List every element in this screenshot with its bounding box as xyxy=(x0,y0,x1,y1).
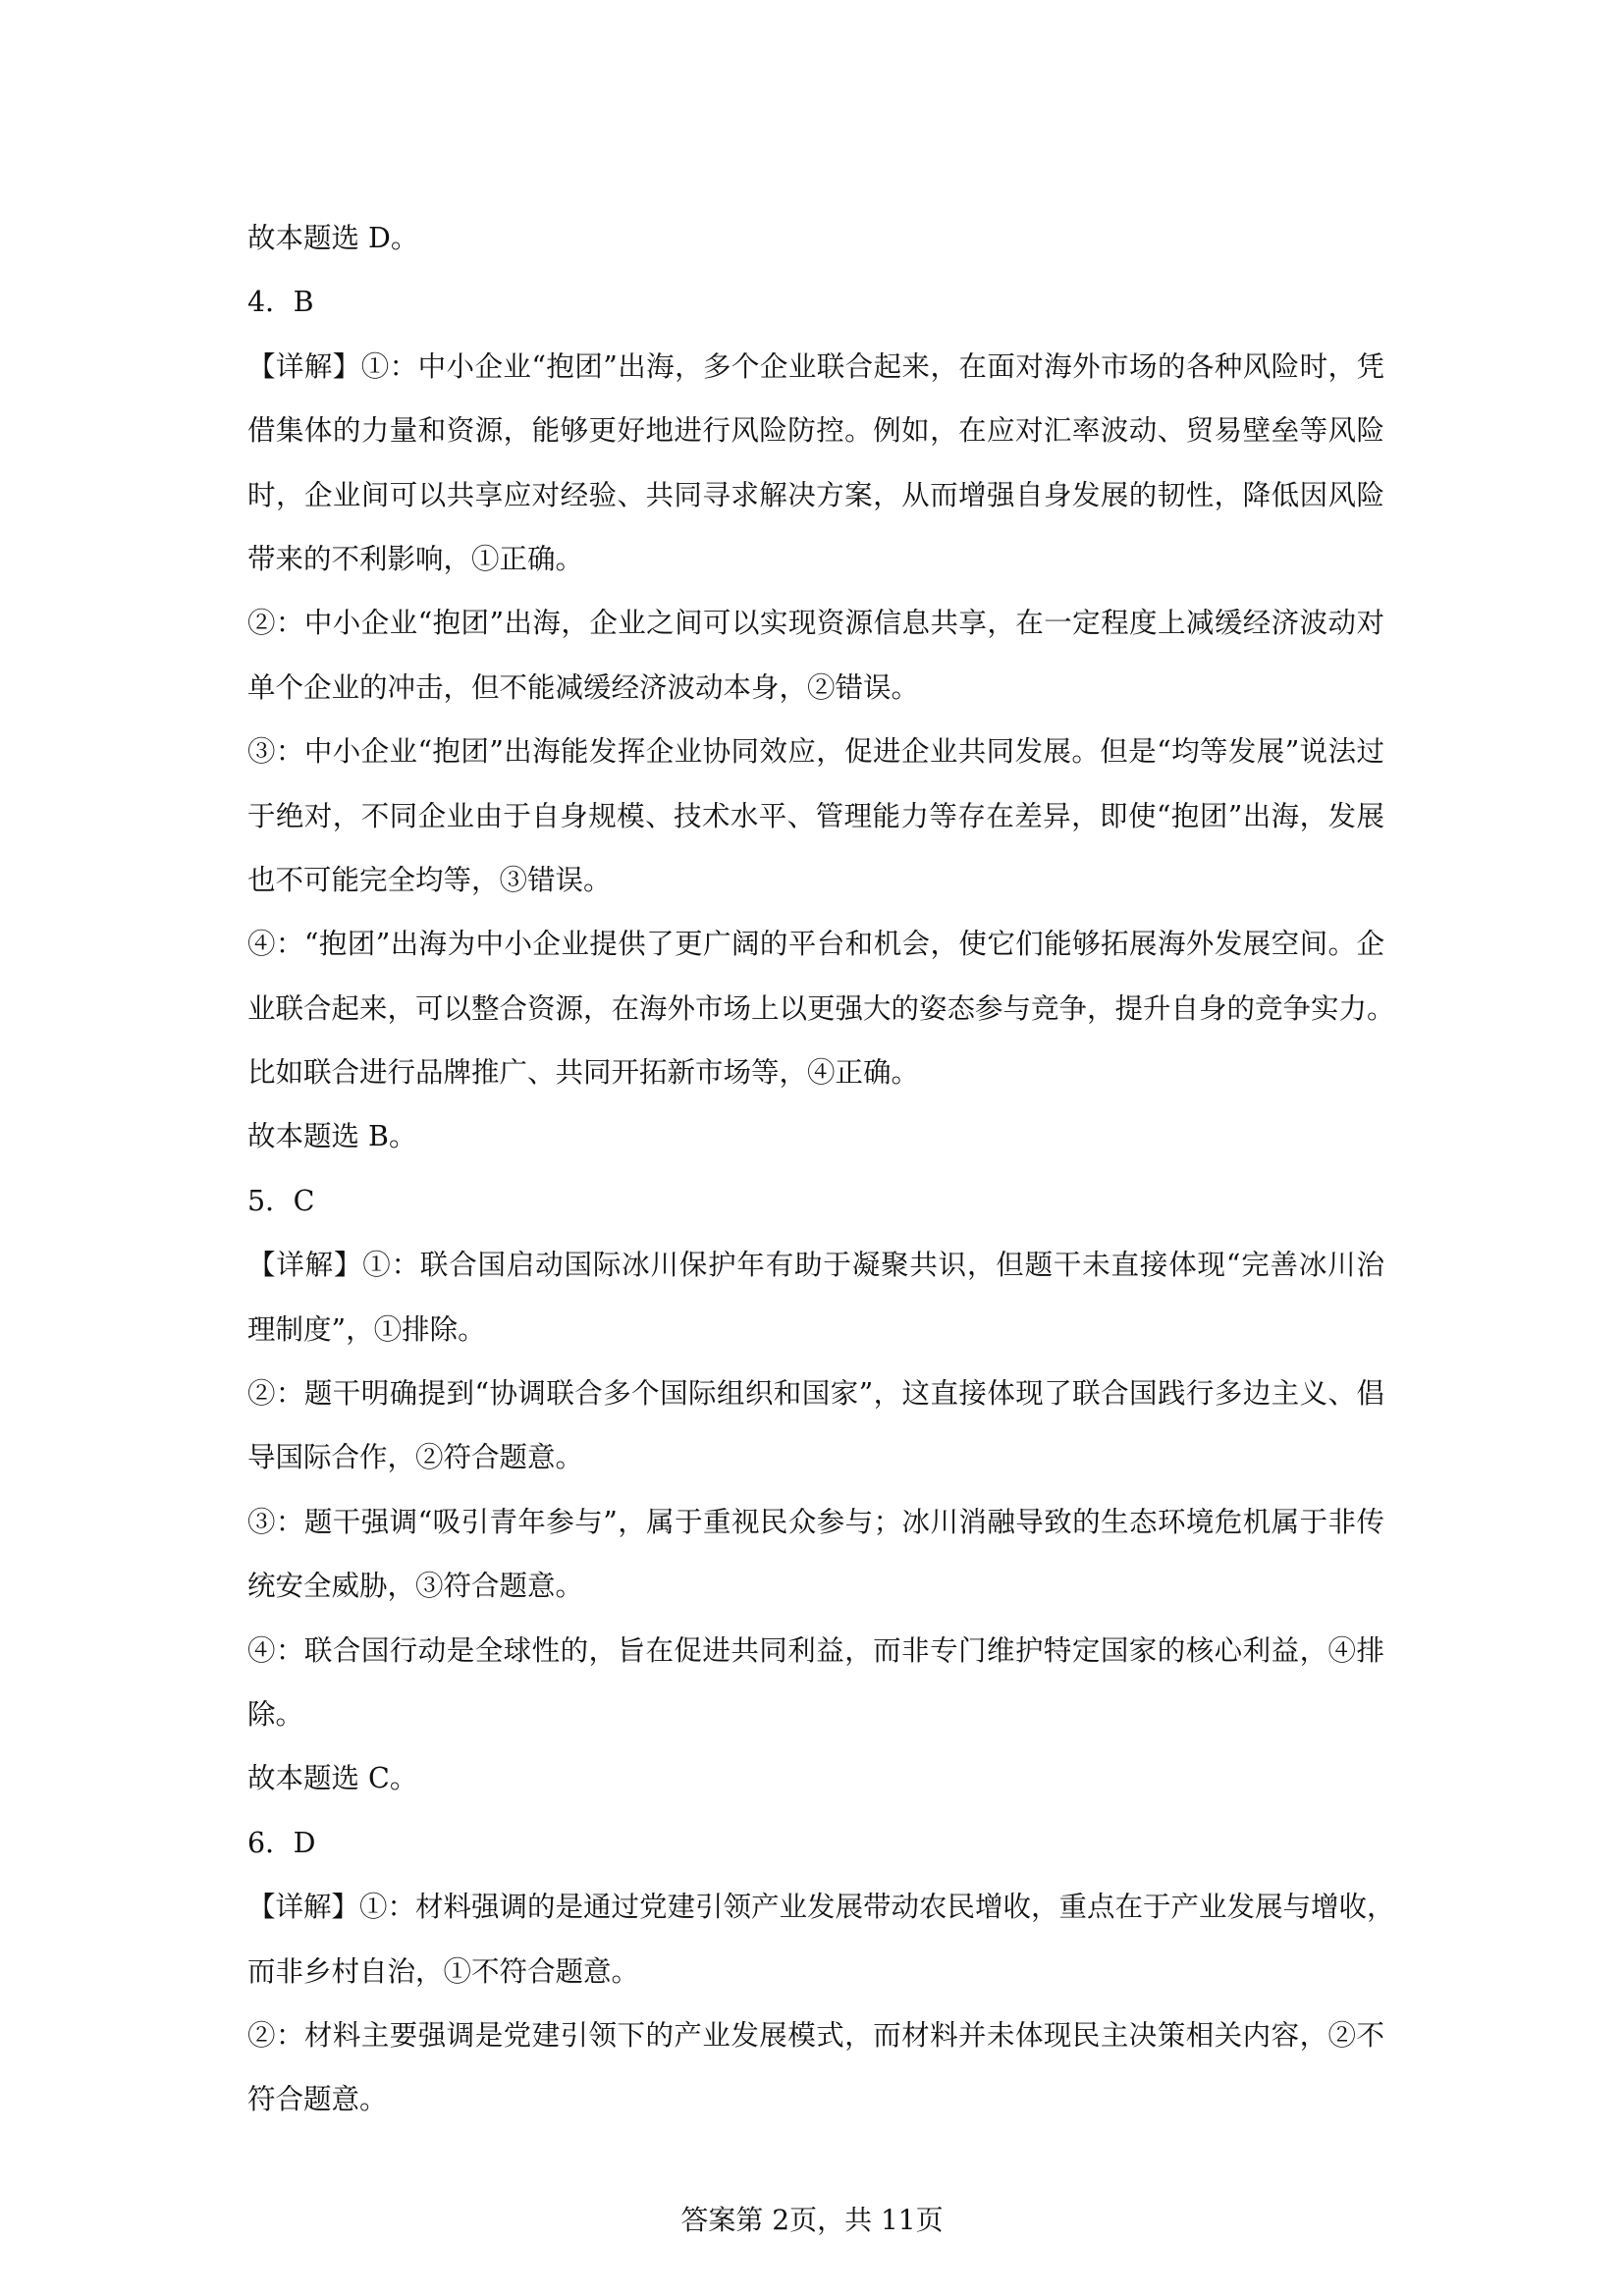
page-footer: 答案第 2页，共 11页 xyxy=(680,2204,944,2236)
answer-number-line: 6．D xyxy=(247,1826,316,1859)
explanation-line: 理制度”，①排除。 xyxy=(247,1312,486,1346)
explanation-line: 带来的不利影响，①正确。 xyxy=(247,542,584,575)
explanation-line: 导国际合作，②符合题意。 xyxy=(247,1441,584,1474)
explanation-line: 符合题意。 xyxy=(247,2083,388,2116)
explanation-line: ③：题干强调“吸引青年参与”，属于重视民众参与；冰川消融导致的生态环境危机属于非传 xyxy=(247,1505,1384,1538)
explanation-line: ②：中小企业“抱团”出海，企业之间可以实现资源信息共享，在一定程度上减缓经济波动对 xyxy=(247,607,1384,640)
conclusion-line: 故本题选 D。 xyxy=(247,222,419,254)
explanation-line: ④：“抱团”出海为中小企业提供了更广阔的平台和机会，使它们能够拓展海外发展空间。企 xyxy=(247,928,1384,961)
explanation-line: 除。 xyxy=(247,1697,304,1731)
explanation-line: ②：题干明确提到“协调联合多个国际组织和国家”，这直接体现了联合国践行多边主义、倡 xyxy=(247,1377,1384,1411)
explanation-line: 【详解】①：中小企业“抱团”出海，多个企业联合起来，在面对海外市场的各种风险时，凭 xyxy=(247,349,1384,383)
explanation-line: 而非乡村自治，①不符合题意。 xyxy=(247,1954,640,1988)
conclusion-line: 故本题选 C。 xyxy=(247,1762,418,1795)
explanation-line: 统安全威胁，③符合题意。 xyxy=(247,1570,584,1603)
explanation-line: 【详解】①：联合国启动国际冰川保护年有助于凝聚共识，但题干未直接体现“完善冰川治 xyxy=(247,1249,1384,1282)
explanation-line: ③：中小企业“抱团”出海能发挥企业协同效应，促进企业共同发展。但是“均等发展”说法过 xyxy=(247,735,1384,769)
explanation-line: 比如联合进行品牌推广、共同开拓新市场等，④正确。 xyxy=(247,1056,920,1090)
explanation-line: ④：联合国行动是全球性的，旨在促进共同利益，而非专门维护特定国家的核心利益，④排 xyxy=(247,1633,1384,1667)
explanation-line: 于绝对，不同企业由于自身规模、技术水平、管理能力等存在差异，即使“抱团”出海，发展 xyxy=(247,799,1384,832)
explanation-line: 【详解】①：材料强调的是通过党建引领产业发展带动农民增收，重点在于产业发展与增收， xyxy=(247,1891,1395,1924)
explanation-line: 时，企业间可以共享应对经验、共同寻求解决方案，从而增强自身发展的韧性，降低因风险 xyxy=(247,478,1384,511)
conclusion-line: 故本题选 B。 xyxy=(247,1120,417,1153)
answer-number-line: 5．C xyxy=(247,1184,315,1217)
explanation-line: 单个企业的冲击，但不能减缓经济波动本身，②错误。 xyxy=(247,670,920,704)
explanation-line: 借集体的力量和资源，能够更好地进行风险防控。例如，在应对汇率波动、贸易壁垒等风险 xyxy=(247,414,1384,448)
explanation-line: ②：材料主要强调是党建引领下的产业发展模式，而材料并未体现民主决策相关内容，②不 xyxy=(247,2018,1384,2052)
answer-text-body xyxy=(247,206,1395,2132)
explanation-line: 业联合起来，可以整合资源，在海外市场上以更强大的姿态参与竞争，提升自身的竞争实力。 xyxy=(247,991,1395,1025)
explanation-line: 也不可能完全均等，③错误。 xyxy=(247,863,612,896)
answer-number-line: 4．B xyxy=(247,286,314,319)
